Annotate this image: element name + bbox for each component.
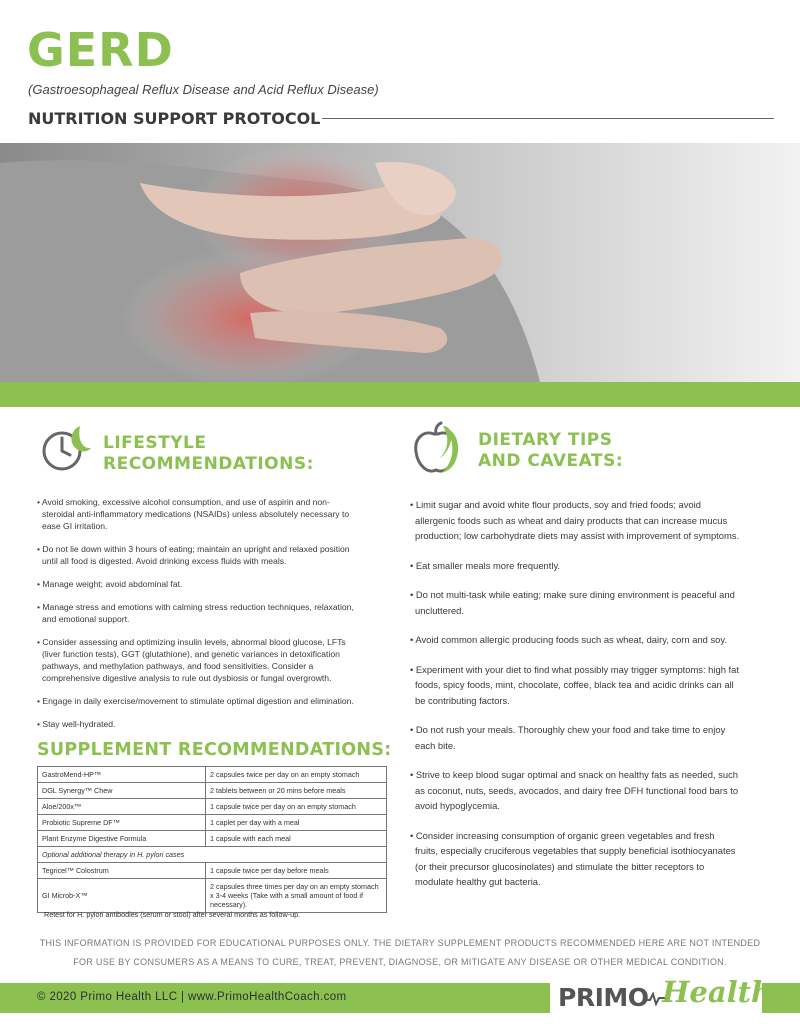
list-item: • Stay well-hydrated. [37, 719, 116, 729]
list-item: • Experiment with your diet to find what possibly may trigger symptoms: high fat foods, spicy foods, mint, chocolate, coffee, black tea and acidic drinks can all be contributing factors. [410, 663, 739, 706]
dietary-list [410, 497, 740, 904]
retest-note: Retest for H. pylori antibodies (serum or stool) after several months as follow-up. [44, 910, 301, 919]
product-cell: GastroMend-HP™ [38, 767, 206, 783]
list-item: • Avoid common allergic producing foods such as wheat, dairy, corn and soy. [410, 634, 727, 645]
protocol-heading-row [28, 107, 774, 129]
dietary-heading [478, 430, 623, 472]
optional-therapy-note: Optional additional therapy in H. pylori cases [38, 847, 387, 863]
dose-cell: 1 caplet per day with a meal [206, 815, 387, 831]
dose-cell: 1 capsule with each meal [206, 831, 387, 847]
product-cell: DGL Synergy™ Chew [38, 783, 206, 799]
list-item: • Engage in daily exercise/movement to stimulate optimal digestion and elimination. [37, 696, 354, 706]
dietary-heading-line2: AND CAVEATS: [478, 451, 624, 471]
lifestyle-list [37, 496, 357, 741]
lifestyle-heading-line1: LIFESTYLE [103, 433, 207, 453]
dose-cell: 2 tablets between or 20 mins before meals [206, 783, 387, 799]
list-item: • Consider increasing consumption of organic green vegetables and fresh fruits, especially cruciferous vegetables that supply beneficial isothiocyanates (or their precursor glucosinolates) and stimulate the bitter receptors to modulate healthy gut bacteria. [410, 829, 736, 887]
dietary-heading-line1: DIETARY TIPS [478, 430, 613, 450]
list-item: • Strive to keep blood sugar optimal and snack on healthy fats as needed, such as coconut, nuts, seeds, avocados, and dairy free DFH functional food bars to avoid hypoglycemia. [410, 769, 739, 811]
table-row [38, 831, 387, 847]
lifestyle-heading-line2: RECOMMENDATIONS: [103, 454, 314, 474]
list-item: • Limit sugar and avoid white flour products, soy and fried foods; avoid allergenic foods such as wheat and dairy products that can increase mucus production; low carbohydrate diets may assist with improvement of symptoms. [410, 499, 740, 541]
dose-cell: 1 capsule twice per day on an empty stomach [206, 799, 387, 815]
page-title: GERD [27, 23, 174, 77]
clock-moon-icon [38, 422, 92, 481]
logo-primo-text: PRIMO [558, 983, 649, 1012]
list-item: • Do not lie down within 3 hours of eating; maintain an upright and relaxed position until all food is digested. Avoid drinking excess fluids with meals. [37, 544, 350, 566]
list-item: • Manage weight; avoid abdominal fat. [37, 579, 183, 589]
dose-cell: 2 capsules twice per day on an empty stomach [206, 767, 387, 783]
product-cell: GI Microb-X™ [38, 879, 206, 913]
table-row [38, 863, 387, 879]
protocol-divider [322, 118, 774, 119]
apple-banana-icon [410, 420, 466, 481]
logo-health-text: Health [662, 975, 773, 1009]
footer-copyright: © 2020 Primo Health LLC | www.PrimoHealthCoach.com [37, 991, 347, 1003]
table-row [38, 847, 387, 863]
list-item: • Manage stress and emotions with calming stress reduction techniques, relaxation, and emotional support. [37, 602, 354, 624]
table-row [38, 767, 387, 783]
product-cell: Plant Enzyme Digestive Formula [38, 831, 206, 847]
product-cell: Probiotic Supreme DF™ [38, 815, 206, 831]
page-subtitle: (Gastroesophageal Reflux Disease and Acid Reflux Disease) [28, 82, 379, 97]
list-item: • Consider assessing and optimizing insulin levels, abnormal blood glucose, LFTs (liver function tests), GGT (glutathione), and genetic variances in detoxification pathways, and methylation pathways, and food sensitivities. Consider a comprehensive digestive analysis to rule out dysbiosis or fungal overgrowth. [37, 637, 346, 683]
supplement-heading: SUPPLEMENT RECOMMENDATIONS: [37, 740, 392, 760]
primo-health-logo [550, 973, 773, 1023]
table-row [38, 879, 387, 913]
disclaimer-text: THIS INFORMATION IS PROVIDED FOR EDUCATIONAL PURPOSES ONLY. THE DIETARY SUPPLEMENT PRODUCTS RECOMMENDED HERE ARE NOT INTENDED FOR USE BY CONSUMERS AS A MEANS TO CURE, TREAT, PREVENT, DIAGNOSE, OR MITIGATE ANY DISEASE OR OTHER MEDICAL CONDITION. [39, 938, 761, 967]
protocol-heading: NUTRITION SUPPORT PROTOCOL [28, 108, 321, 128]
stomach-pain-illustration [0, 143, 800, 382]
dose-cell: 1 capsule twice per day before meals [206, 863, 387, 879]
list-item: • Do not multi-task while eating; make sure dining environment is peaceful and uncluttered. [410, 589, 735, 616]
list-item: • Avoid smoking, excessive alcohol consumption, and use of aspirin and non-steroidal anti-inflammatory medications (NSAIDs) unless absolutely necessary to ease GI irritation. [37, 497, 350, 531]
table-row [38, 815, 387, 831]
lifestyle-heading [103, 433, 314, 475]
list-item: • Do not rush your meals. Thoroughly chew your food and take time to enjoy each bite. [410, 724, 726, 751]
product-cell: Tegricel™ Colostrum [38, 863, 206, 879]
supplement-table [37, 766, 387, 913]
table-row [38, 799, 387, 815]
dose-cell: 2 capsules three times per day on an empty stomach x 3-4 weeks (Take with a small amount of food if necessary). [206, 879, 387, 913]
table-row [38, 783, 387, 799]
hero-accent-band [0, 382, 800, 407]
list-item: • Eat smaller meals more frequently. [410, 559, 561, 571]
hero-image [0, 143, 800, 382]
product-cell: Aloe/200x™ [38, 799, 206, 815]
